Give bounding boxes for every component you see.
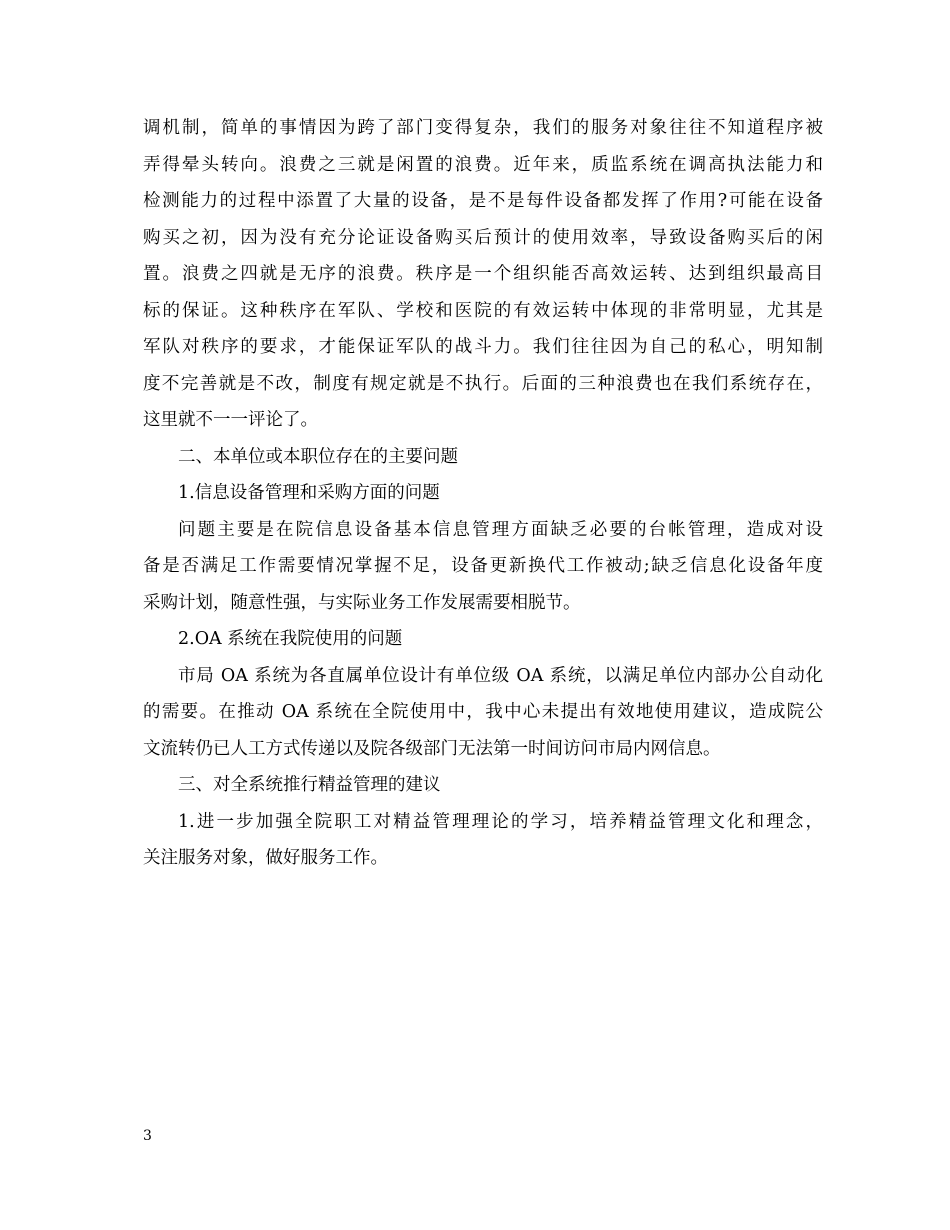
paragraph-line: 军队对秩序的要求，才能保证军队的战斗力。我们往往因为自己的私心，明知制 <box>143 337 823 357</box>
subsection-heading: 2.OA 系统在我院使用的问题 <box>178 629 403 649</box>
paragraph-line: 这里就不一一评论了。 <box>143 410 318 430</box>
paragraph-line: 度不完善就是不改，制度有规定就是不执行。后面的三种浪费也在我们系统存在， <box>143 373 823 394</box>
paragraph-line: 关注服务对象，做好服务工作。 <box>143 848 388 868</box>
paragraph-line: 1.进一步加强全院职工对精益管理理论的学习，培养精益管理文化和理念， <box>178 811 823 832</box>
paragraph-line: 调机制，简单的事情因为跨了部门变得复杂，我们的服务对象往往不知道程序被 <box>143 118 823 138</box>
section-heading: 三、对全系统推行精益管理的建议 <box>178 775 441 795</box>
section-heading: 二、本单位或本职位存在的主要问题 <box>178 446 458 467</box>
paragraph-line: 弄得晕头转向。浪费之三就是闲置的浪费。近年来，质监系统在调高执法能力和 <box>143 154 823 175</box>
paragraph-line: 采购计划，随意性强，与实际业务工作发展需要相脱节。 <box>143 592 581 613</box>
paragraph-line: 置。浪费之四就是无序的浪费。秩序是一个组织能否高效运转、达到组织最高目 <box>143 264 823 284</box>
paragraph-line: 的需要。在推动 OA 系统在全院使用中，我中心未提出有效地使用建议，造成院公 <box>143 702 823 722</box>
page-number: 3 <box>143 1128 152 1144</box>
paragraph-line: 检测能力的过程中添置了大量的设备，是不是每件设备都发挥了作用?可能在设备 <box>143 191 823 211</box>
paragraph-line: 标的保证。这种秩序在军队、学校和医院的有效运转中体现的非常明显，尤其是 <box>143 300 823 321</box>
paragraph-line: 备是否满足工作需要情况掌握不足，设备更新换代工作被动;缺乏信息化设备年度 <box>143 556 823 576</box>
subsection-heading: 1.信息设备管理和采购方面的问题 <box>178 483 440 503</box>
paragraph-line: 购买之初，因为没有充分论证设备购买后预计的使用效率，导致设备购买后的闲 <box>143 227 823 248</box>
document-body <box>143 110 823 877</box>
paragraph-line: 问题主要是在院信息设备基本信息管理方面缺乏必要的台帐管理，造成对设 <box>178 519 823 540</box>
paragraph-line: 文流转仍已人工方式传递以及院各级部门无法第一时间访问市局内网信息。 <box>143 738 721 759</box>
paragraph-line: 市局 OA 系统为各直属单位设计有单位级 OA 系统，以满足单位内部办公自动化 <box>178 665 823 686</box>
